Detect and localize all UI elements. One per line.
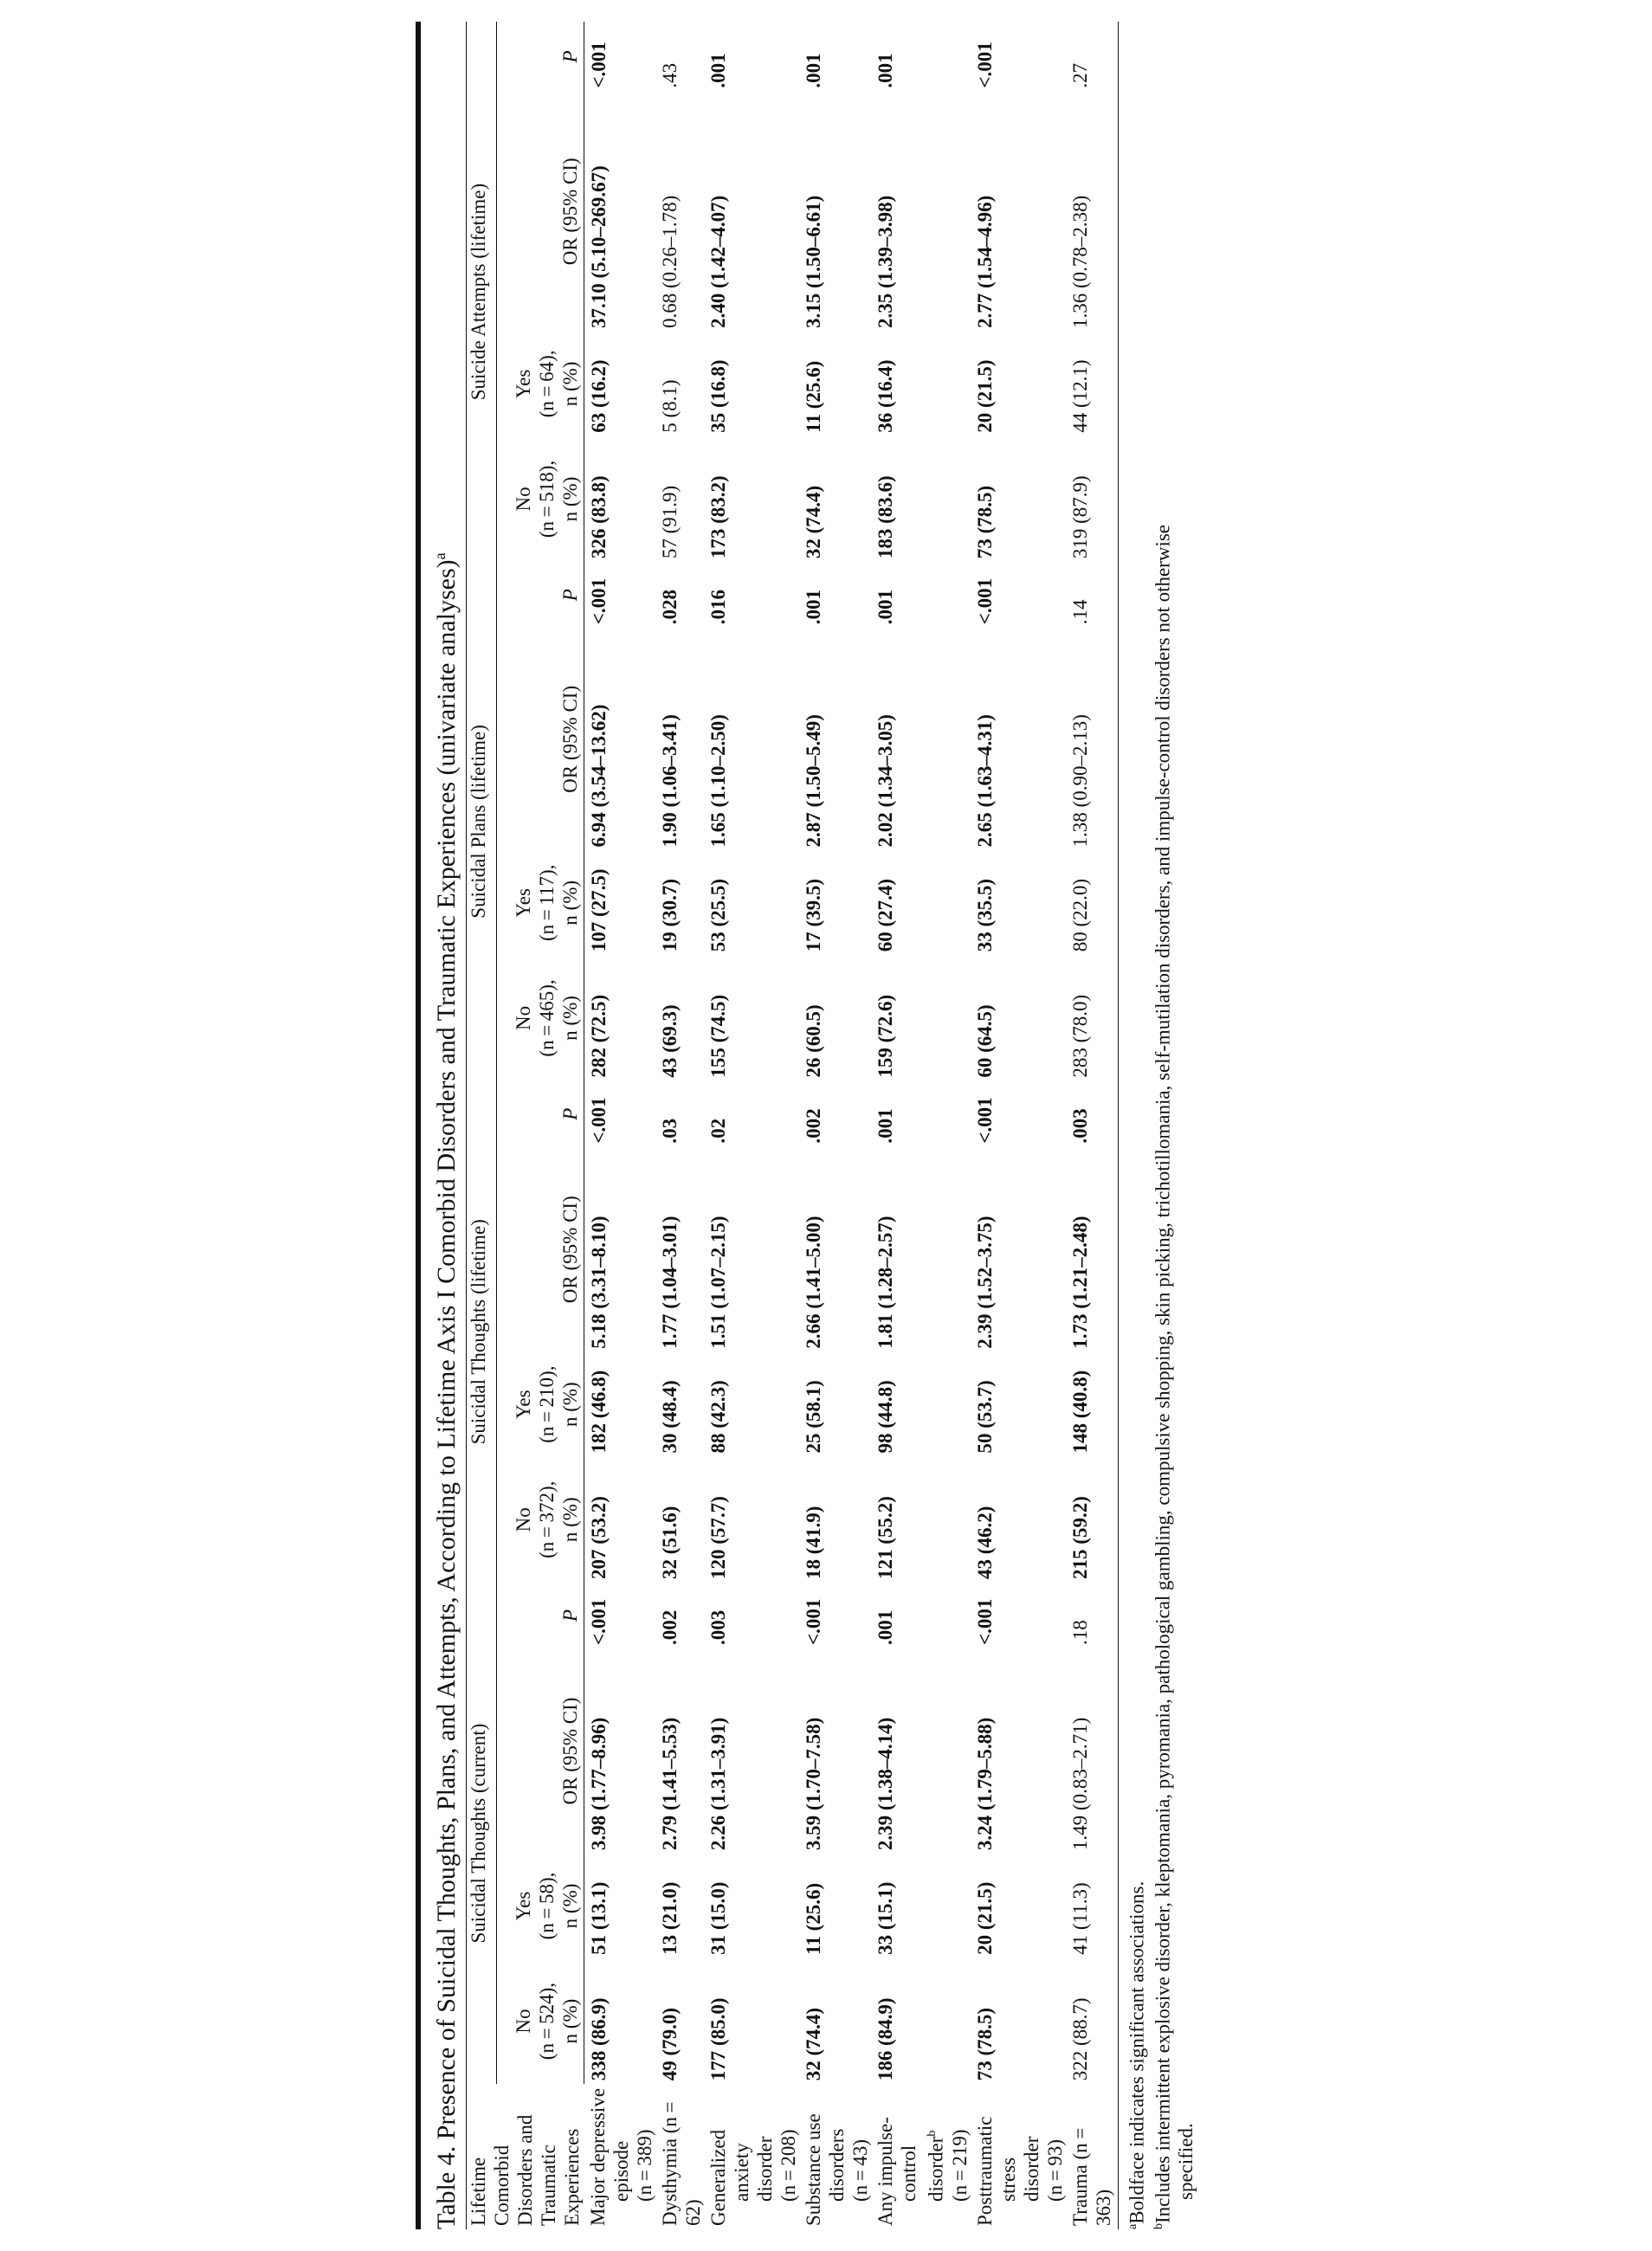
row-label [801,2084,873,2229]
data-cell: 2.02 (1.34–3.05) [874,714,896,848]
data-cell: 25 (58.1) [803,1380,824,1454]
data-cell: 215 (59.2) [1068,1457,1119,1583]
data-cell: 1.77 (1.04–3.01) [659,1216,681,1349]
col-header-or: OR (95% CI) [496,1147,584,1352]
data-cell: .003 [707,1609,729,1645]
data-cell: 148 (40.8) [1068,1352,1119,1457]
col-header-no [496,1958,584,2084]
data-cell: <.001 [973,577,996,625]
col-header-line: No [512,1507,534,1532]
data-cell: 107 (27.5) [587,868,610,952]
data-cell: <.001 [587,1598,610,1645]
row-label-line: Any impulse- [874,2117,896,2226]
row-label-line: disorder [925,2136,947,2202]
row-label-line: Trauma (n = 363) [1068,2124,1114,2226]
data-cell: 41 (11.3) [1068,1854,1119,1958]
data-cell: 2.39 (1.38–4.14) [874,1717,896,1851]
col-header-line: n (%) [558,1382,581,1428]
col-header-no [496,955,584,1080]
header-group-row [467,22,496,2229]
data-cell: .001 [874,53,896,88]
data-cell: 2.77 (1.54–4.96) [973,195,996,328]
col-header-line: (n = 117), [535,864,558,942]
row-header-line: Lifetime Comorbid [468,2145,513,2226]
col-header-line: n (%) [558,996,581,1041]
table-row [873,22,972,2229]
data-cell: 2.26 (1.31–3.91) [707,1717,729,1851]
data-cell: 44 (12.1) [1068,332,1119,436]
data-cell: 1.36 (0.78–2.38) [1068,92,1119,332]
row-label-line: disorders [826,2128,848,2202]
col-header-yes-text [512,1366,582,1443]
col-header-line: n (%) [558,1883,581,1929]
row-label [706,2084,801,2229]
data-cell: 326 (83.8) [587,475,610,559]
data-cell: 30 (48.4) [659,1380,681,1454]
group-header: Suicidal Thoughts (lifetime) [467,1081,496,1583]
data-cell: 2.66 (1.41–5.00) [803,1216,824,1349]
data-cell: .002 [659,1609,681,1645]
data-cell: 2.87 (1.50–5.49) [803,714,824,848]
data-cell: 1.38 (0.90–2.13) [1068,628,1119,850]
data-cell: .002 [803,1108,824,1144]
footnote-text: Boldface indicates significant associations. [1126,1880,1148,2224]
data-cell: 20 (21.5) [973,1881,996,1955]
data-cell: 2.65 (1.63–4.31) [973,714,996,848]
col-header-line: (n = 524), [535,1982,558,2061]
data-cell: 0.68 (0.26–1.78) [659,195,681,328]
col-header-yes [496,1854,584,1958]
col-header-line: n (%) [558,361,581,407]
footnote [1122,22,1149,2229]
row-label-line: control [898,2145,920,2202]
row-header-line: Traumatic [538,2145,559,2226]
col-header-yes [496,1352,584,1457]
row-label-line: Posttraumatic [973,2116,996,2226]
row-label [657,2084,706,2229]
data-cell: 207 (53.2) [587,1496,610,1579]
data-cell: 1.65 (1.10–2.50) [707,714,729,848]
row-label-line: Dysthymia (n = 62) [659,2097,704,2226]
data-cell: 33 (15.1) [874,1881,896,1955]
row-label-line: (n = 389) [634,2129,655,2202]
row-label-line: Major depressive [587,2087,609,2226]
footnote [1148,22,1175,2229]
data-cell: <.001 [973,42,996,88]
row-label [972,2084,1068,2229]
row-label-footnote-marker: b [926,2130,939,2137]
col-header-line: Yes [512,369,534,399]
data-cell: 80 (22.0) [1068,850,1119,955]
group-header: Suicide Attempts (lifetime) [467,22,496,562]
col-header-yes-text [512,865,582,941]
data-cell: .001 [874,589,896,625]
col-header-yes-text [512,351,582,418]
row-label [584,2084,657,2229]
row-label-line: (n = 93) [1043,2139,1066,2202]
col-header-yes-text [512,1873,582,1940]
data-cell: .001 [707,53,729,88]
row-label-line-with-marker [920,2087,948,2226]
row-label-line: episode [610,2140,632,2202]
row-label [873,2084,972,2229]
data-cell: .14 [1068,562,1119,628]
col-header-line: n (%) [558,476,581,522]
col-header-line: n (%) [558,1998,581,2044]
row-label-line: (n = 219) [948,2129,971,2202]
group-header: Suicidal Plans (lifetime) [467,562,496,1080]
data-cell: 5.18 (3.31–8.10) [587,1216,610,1349]
data-cell: 36 (16.4) [874,359,896,433]
data-cell: 17 (39.5) [803,878,824,952]
data-cell: 2.79 (1.41–5.53) [659,1717,681,1851]
data-cell: 43 (69.3) [659,1004,681,1078]
data-cell: 282 (72.5) [587,994,610,1078]
data-cell: 11 (25.6) [803,1882,824,1955]
data-cell: 53 (25.5) [707,878,729,952]
data-cell: 63 (16.2) [587,359,610,433]
footnote-marker: a [1126,2223,1139,2229]
data-cell: .001 [874,1609,896,1645]
col-header-no-text [512,461,582,538]
data-cell: 43 (46.2) [973,1506,996,1579]
col-header-line: (n = 372), [535,1480,558,1558]
title-footnote-marker: a [431,552,448,560]
col-header-line: n (%) [558,880,581,926]
col-header-line: (n = 64), [535,350,558,418]
table-title [416,22,467,2229]
col-header-line: No [512,2009,534,2034]
data-cell: 2.35 (1.39–3.98) [874,195,896,328]
table-row [706,22,801,2229]
data-cell: .02 [707,1118,729,1144]
col-header-line: No [512,487,534,512]
col-header-p: P [496,562,584,628]
col-header-no-text [512,1481,582,1558]
col-header-line: (n = 465), [535,979,558,1057]
data-cell: 3.15 (1.50–6.61) [803,195,824,328]
footnote-text: Includes intermittent explosive disorder, kleptomania, pyromania, pathological gambling, compulsive shopping, skin picking, trichotillomania, self-mutilation disorders, and impulse-control disorders not otherwise [1152,525,1174,2223]
col-header-line: No [512,1005,534,1030]
data-cell: 319 (87.9) [1068,436,1119,562]
table-title-text: Table 4. Presence of Suicidal Thoughts, Plans, and Attempts, According to Lifetime Axis I Comorbid Disorders and Traumatic Experiences (univariate analyses) [432,559,461,2229]
data-cell: 1.73 (1.21–2.48) [1068,1147,1119,1352]
col-header-p: P [496,1081,584,1147]
row-label-line: stress disorder [997,2136,1042,2202]
data-cell: 121 (55.2) [874,1496,896,1579]
data-cell: .03 [659,1118,681,1144]
col-header-p: P [496,22,584,92]
col-header-line: Yes [512,1891,534,1921]
row-label-line: Generalized [707,2129,729,2226]
col-header-p: P [496,1583,584,1648]
table-body [584,22,1118,2229]
col-header-line: (n = 58), [535,1872,558,1940]
data-cell: 98 (44.8) [874,1380,896,1454]
data-cell: <.001 [973,1097,996,1144]
col-header-line: (n = 518), [535,460,558,539]
data-cell: .028 [659,589,681,625]
data-cell: 73 (78.5) [973,2007,996,2081]
data-cell: <.001 [587,1097,610,1144]
group-header: Suicidal Thoughts (current) [467,1583,496,2084]
data-cell: 20 (21.5) [973,359,996,433]
row-label-line: (n = 208) [778,2129,799,2202]
data-cell: 60 (27.4) [874,878,896,952]
data-cell: 1.81 (1.28–2.57) [874,1216,896,1349]
data-cell: 3.59 (1.70–7.58) [803,1717,824,1851]
data-cell: 283 (78.0) [1068,955,1119,1080]
col-header-or: OR (95% CI) [496,628,584,850]
data-cell: 11 (25.6) [803,360,824,433]
data-cell: 49 (79.0) [659,2007,681,2081]
col-header-or: OR (95% CI) [496,92,584,332]
data-cell: <.001 [587,577,610,625]
table-page [416,22,1197,2229]
row-label-line: anxiety disorder [731,2136,776,2202]
data-cell: .27 [1068,22,1119,92]
data-cell: 120 (57.7) [707,1496,729,1579]
data-cell: 37.10 (5.10–269.67) [587,165,610,328]
data-cell: 51 (13.1) [587,1881,610,1955]
col-header-no [496,436,584,562]
row-header-cell [467,2084,584,2229]
data-cell: .003 [1068,1081,1119,1147]
data-cell: 155 (74.5) [707,994,729,1078]
table-row [972,22,1068,2229]
col-header-line: Yes [512,1390,534,1419]
data-cell: 33 (35.5) [973,878,996,952]
data-cell: <.001 [803,1598,824,1645]
col-header-line: n (%) [558,1497,581,1543]
data-cell: 1.90 (1.06–3.41) [659,714,681,848]
data-cell: 1.49 (0.83–2.71) [1068,1648,1119,1854]
data-cell: 73 (78.5) [973,485,996,559]
data-cell: 177 (85.0) [707,1997,729,2081]
data-cell: <.001 [973,1598,996,1645]
data-cell: 19 (30.7) [659,878,681,952]
data-cell: .016 [707,589,729,625]
data-cell: 3.24 (1.79–5.88) [973,1717,996,1851]
data-cell: 18 (41.9) [803,1506,824,1579]
data-cell: 88 (42.3) [707,1380,729,1454]
data-cell: 338 (86.9) [587,1997,610,2081]
row-label-line: Substance use [803,2113,824,2226]
data-cell: 32 (51.6) [659,1506,681,1579]
data-cell: 31 (15.0) [707,1881,729,1955]
data-cell: .18 [1068,1583,1119,1648]
data-cell: 57 (91.9) [659,485,681,559]
footnote-continuation: specified. [1174,2123,1197,2200]
row-header-line: Experiences [561,2128,583,2226]
table-row [1068,22,1119,2229]
data-cell: .001 [803,53,824,88]
data-cell: 159 (72.6) [874,994,896,1078]
data-cell: 13 (21.0) [659,1881,681,1955]
data-cell: 32 (74.4) [803,2007,824,2081]
col-header-yes [496,850,584,955]
col-header-no-text [512,979,582,1056]
data-cell: 26 (60.5) [803,1004,824,1078]
table-row [657,22,706,2229]
data-cell: 50 (53.7) [973,1380,996,1454]
footnote-marker: b [1152,2223,1166,2229]
data-cell: .001 [874,1108,896,1144]
data-cell: 60 (64.5) [973,1004,996,1078]
data-cell: .001 [803,589,824,625]
col-header-line: (n = 210), [535,1365,558,1443]
data-cell: 3.98 (1.77–8.96) [587,1717,610,1851]
col-header-or: OR (95% CI) [496,1648,584,1854]
table-header [467,22,584,2229]
table-row [584,22,657,2229]
row-label [1068,2084,1119,2229]
header-sub-row [496,22,584,2229]
col-header-line: Yes [512,888,534,918]
data-cell: 183 (83.6) [874,475,896,559]
col-header-yes [496,332,584,436]
data-cell: 173 (83.2) [707,475,729,559]
data-cell: 6.94 (3.54–13.62) [587,704,610,848]
data-cell: 186 (84.9) [874,1997,896,2081]
data-cell: 32 (74.4) [803,485,824,559]
data-cell: 182 (46.8) [587,1370,610,1454]
col-header-no [496,1457,584,1583]
data-cell: <.001 [587,42,610,88]
data-cell: 2.39 (1.52–3.75) [973,1216,996,1349]
data-cell: 1.51 (1.07–2.15) [707,1216,729,1349]
row-header-line: Disorders and [514,2114,536,2226]
data-cell: 5 (8.1) [659,379,681,433]
results-table [467,22,1119,2229]
data-cell: 35 (16.8) [707,359,729,433]
footnotes [1119,22,1197,2229]
data-cell: 322 (88.7) [1068,1958,1119,2084]
col-header-no-text [512,1983,582,2060]
table-row [801,22,873,2229]
row-label-line: (n = 43) [849,2139,871,2202]
data-cell: 2.40 (1.42–4.07) [707,195,729,328]
data-cell: .43 [659,62,681,88]
